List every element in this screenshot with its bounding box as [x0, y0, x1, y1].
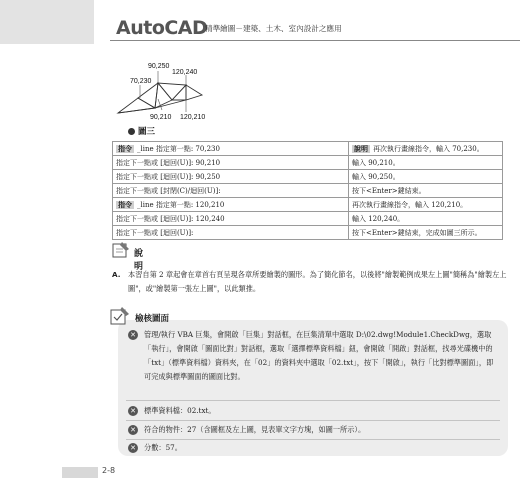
command-text: 指定下一點或 [迴回(U)]: 90,210 — [116, 158, 221, 167]
command-text: _line 指定第一點: 120,210 — [137, 200, 225, 209]
command-cell — [113, 226, 349, 240]
table-row — [113, 226, 503, 240]
command-text: _line 指定第一點: 70,230 — [137, 144, 220, 153]
divider — [126, 420, 500, 421]
command-cell — [113, 170, 349, 184]
description-text: 再次執行畫線指令，輸入 120,210。 — [352, 200, 468, 209]
description-cell — [349, 170, 503, 184]
command-keyword: 指令 — [118, 200, 132, 209]
description-cell — [349, 184, 503, 198]
x-mark-icon: ✕ — [128, 406, 138, 416]
figure-drawing — [110, 55, 230, 125]
triangle-5 — [172, 85, 186, 100]
description-text: 輸入 90,250。 — [352, 172, 400, 181]
header-band — [0, 0, 94, 44]
table-row — [113, 156, 503, 170]
description-cell — [349, 156, 503, 170]
table-row — [113, 142, 503, 156]
description-text: 再次執行畫線指令，輸入 70,230。 — [373, 144, 484, 153]
check-title: 檢核圖面 — [135, 314, 170, 324]
command-text: 指定下一點或 [迴回(U)]: — [116, 228, 194, 237]
table-row — [113, 198, 503, 212]
check-header — [110, 306, 510, 326]
divider — [126, 439, 500, 440]
description-cell — [349, 226, 503, 240]
x-mark-icon: ✕ — [128, 330, 138, 340]
description-cell — [349, 142, 503, 156]
check-item-text: 符合的物件：27（含圖框及左上圖，見表單文字方塊，如圖一所示）。 — [144, 425, 366, 434]
label-90-250: 90,250 — [148, 63, 170, 70]
description-text: 輸入 90,210。 — [352, 158, 400, 167]
divider — [126, 400, 500, 401]
table-row — [113, 212, 503, 226]
command-text: 指定下一點或 [迴回(U)]: 90,250 — [116, 172, 221, 181]
x-mark-icon: ✕ — [128, 425, 138, 435]
triangle-4 — [158, 83, 186, 100]
command-text: 指定下一點或 [迴回(U)]: 120,240 — [116, 214, 225, 223]
description-cell — [349, 212, 503, 226]
figure-caption-text: 圖三 — [138, 127, 156, 137]
description-text: 按下<Enter>鍵結束，完成如圖三所示。 — [352, 228, 482, 237]
footer-band — [62, 467, 98, 478]
caption-bullet-icon — [128, 128, 135, 135]
command-cell — [113, 156, 349, 170]
command-cell — [113, 198, 349, 212]
description-text: 按下<Enter>鍵結束。 — [352, 186, 426, 195]
figure-caption — [128, 125, 155, 137]
explanation-title: 說明 — [134, 249, 144, 272]
paragraph-marker: A. — [112, 270, 121, 279]
command-cell — [113, 212, 349, 226]
command-cell — [113, 184, 349, 198]
page-header — [0, 0, 520, 44]
command-table — [112, 141, 503, 240]
table-row — [113, 170, 503, 184]
book-title: AutoCAD — [116, 17, 208, 39]
check-item-text: 標準資料檔：02.txt。 — [144, 406, 216, 415]
label-120-210: 120,210 — [180, 114, 206, 121]
paragraph-text: 本習自第 2 章起會在章首右頁呈現各章所要繪製的圖形。為了簡化節名，以後將"繪製範例成果左上圖"簡稱為"繪製左上圖"，或"繪製第一張左上圖"，以此類推。 — [128, 270, 507, 293]
description-cell — [349, 198, 503, 212]
check-item-text: 管理/執行 VBA 巨集，會開啟「巨集」對話框，在巨集清單中選取 D:\02.dwg!Module1.CheckDwg，選取「執行」，會開啟「圖面比對」對話框，選取「選擇標準資料檔」鈕，會開啟「開啟」對話框，找尋光碟機中的「txt」（標準資料檔）資料夾，在「02」的資料夾中選取「02.txt」，按下「開啟」，執行「比對標準圖面」，即可完成與標準圖面的圖面比對。 — [144, 330, 494, 381]
x-mark-icon: ✕ — [128, 443, 138, 453]
command-text: 指定下一點或 [封閉(C)/迴回(U)]: — [116, 186, 221, 195]
check-box — [118, 320, 508, 456]
pencil-note-icon — [112, 241, 130, 259]
description-keyword: 說明 — [354, 144, 368, 153]
book-subtitle: 精準繪圖－建築、土木、室內設計之應用 — [205, 24, 342, 33]
page-number: 2-8 — [102, 466, 116, 475]
label-70-230: 70,230 — [130, 78, 152, 85]
label-120-240: 120,240 — [172, 69, 198, 76]
command-keyword: 指令 — [118, 144, 132, 153]
pencil-check-icon — [110, 306, 130, 326]
header-rule — [110, 40, 520, 41]
triangle-6 — [186, 85, 202, 100]
check-item-text: 分數：57。 — [144, 443, 182, 452]
description-text: 輸入 120,240。 — [352, 214, 405, 223]
table-row — [113, 184, 503, 198]
command-cell — [113, 142, 349, 156]
label-90-210: 90,210 — [150, 114, 172, 121]
